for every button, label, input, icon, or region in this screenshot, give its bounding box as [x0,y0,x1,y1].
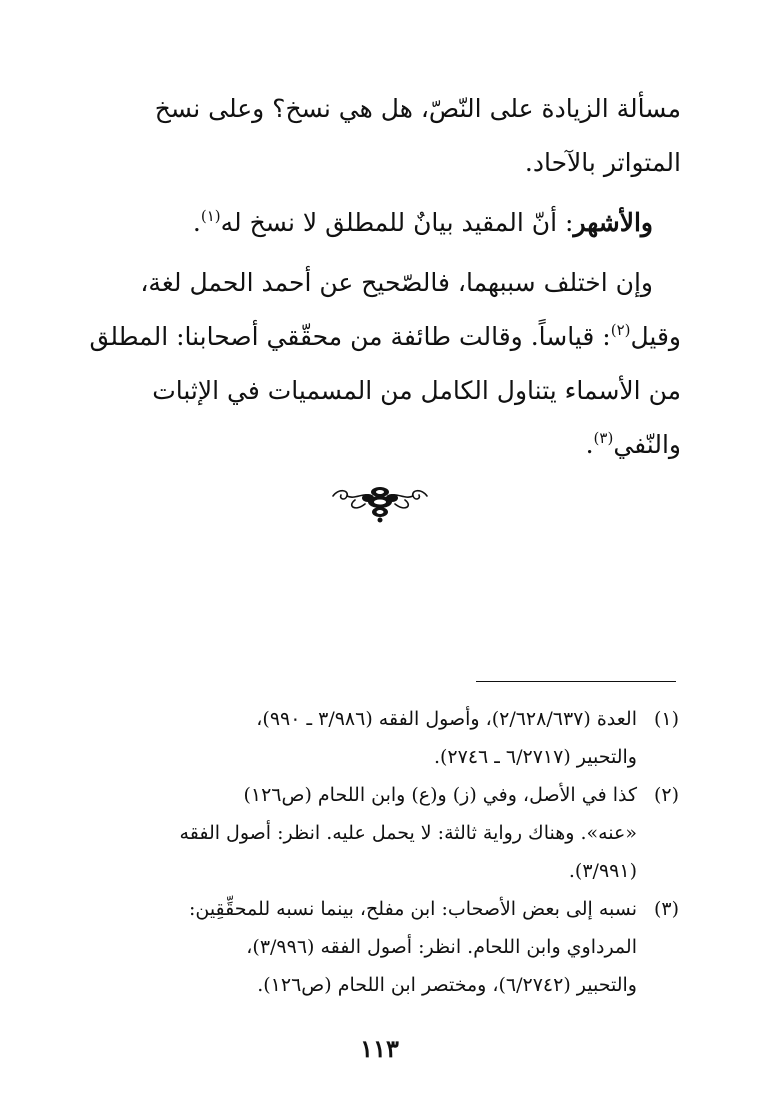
footnote-1 [79,700,679,776]
footnote-2-line-2: «عنه». وهناك رواية ثالثة: لا يحمل عليه. انظر: أصول الفقه [179,822,637,844]
footnote-marker-2[interactable]: (٢) [610,321,631,339]
footnote-marker-3[interactable]: (٣) [593,429,614,447]
footnote-3-body [79,890,637,1004]
footnote-2-number: (٢) [653,784,679,806]
paragraph-3 [77,256,681,472]
paragraph-3-line-2-start: وقيل [630,322,681,351]
footnote-3 [79,890,679,1004]
footnote-marker-1[interactable]: (١) [200,207,221,225]
paragraph-3-line-4-end: . [585,430,594,459]
paragraph-3-line-3: من الأسماء يتناول الكامل من المسميات في الإثبات [152,376,681,405]
main-text [77,82,681,472]
paragraph-3-line-4-start: والنّفي [613,430,681,459]
floral-divider-ornament-icon [325,478,435,526]
bold-term: والأشهر [573,208,653,237]
paragraph-1-line-1: مسألة الزيادة على النّصّ، هل هي نسخ؟ وعلى نسخ [154,94,681,123]
paragraph-2 [77,196,681,250]
footnote-3-line-3: والتحبير (٦/٢٧٤٢)، ومختصر ابن اللحام (ص١٢٦). [257,974,637,996]
footnote-separator-line [476,681,676,682]
footnote-3-line-1: نسبه إلى بعض الأصحاب: ابن مفلح، بينما نسبه للمحقِّقِين: [188,898,637,920]
footnote-2-line-1: كذا في الأصل، وفي (ز) و(ع) وابن اللحام (ص١٢٦) [243,784,637,806]
footnote-2-body [79,776,637,890]
paragraph-3-line-1: وإن اختلف سببهما، فالصّحيح عن أحمد الحمل لغة، [140,268,653,297]
page-number: ١١٣ [360,1034,399,1063]
footnote-3-number: (٣) [653,898,679,920]
footnote-3-line-2: المرداوي وابن اللحام. انظر: أصول الفقه (٣/٩٩٦)، [246,936,637,958]
footnote-2 [79,776,679,890]
paragraph-3-line-2-rest: : قياساً. وقالت طائفة من محقّقي أصحابنا: المطلق [89,322,611,351]
footnote-2-line-3: (٣/٩٩١). [568,860,637,882]
footnote-1-body [79,700,637,776]
paragraph-1-line-2: المتواتر بالآحاد. [524,148,681,177]
footnote-1-line-1: العدة (٢/٦٢٨/٦٣٧)، وأصول الفقه (٣/٩٨٦ ـ ٩٩٠)، [256,708,637,730]
footnotes [79,700,679,1004]
footnote-1-number: (١) [653,708,679,730]
paragraph-1 [77,82,681,190]
footnote-1-line-2: والتحبير (٦/٢٧١٧ ـ ٢٧٤٦). [433,746,637,768]
paragraph-2-text: : أنّ المقيد بيانٌ للمطلق لا نسخ له [220,208,574,237]
paragraph-2-end: . [192,208,201,237]
